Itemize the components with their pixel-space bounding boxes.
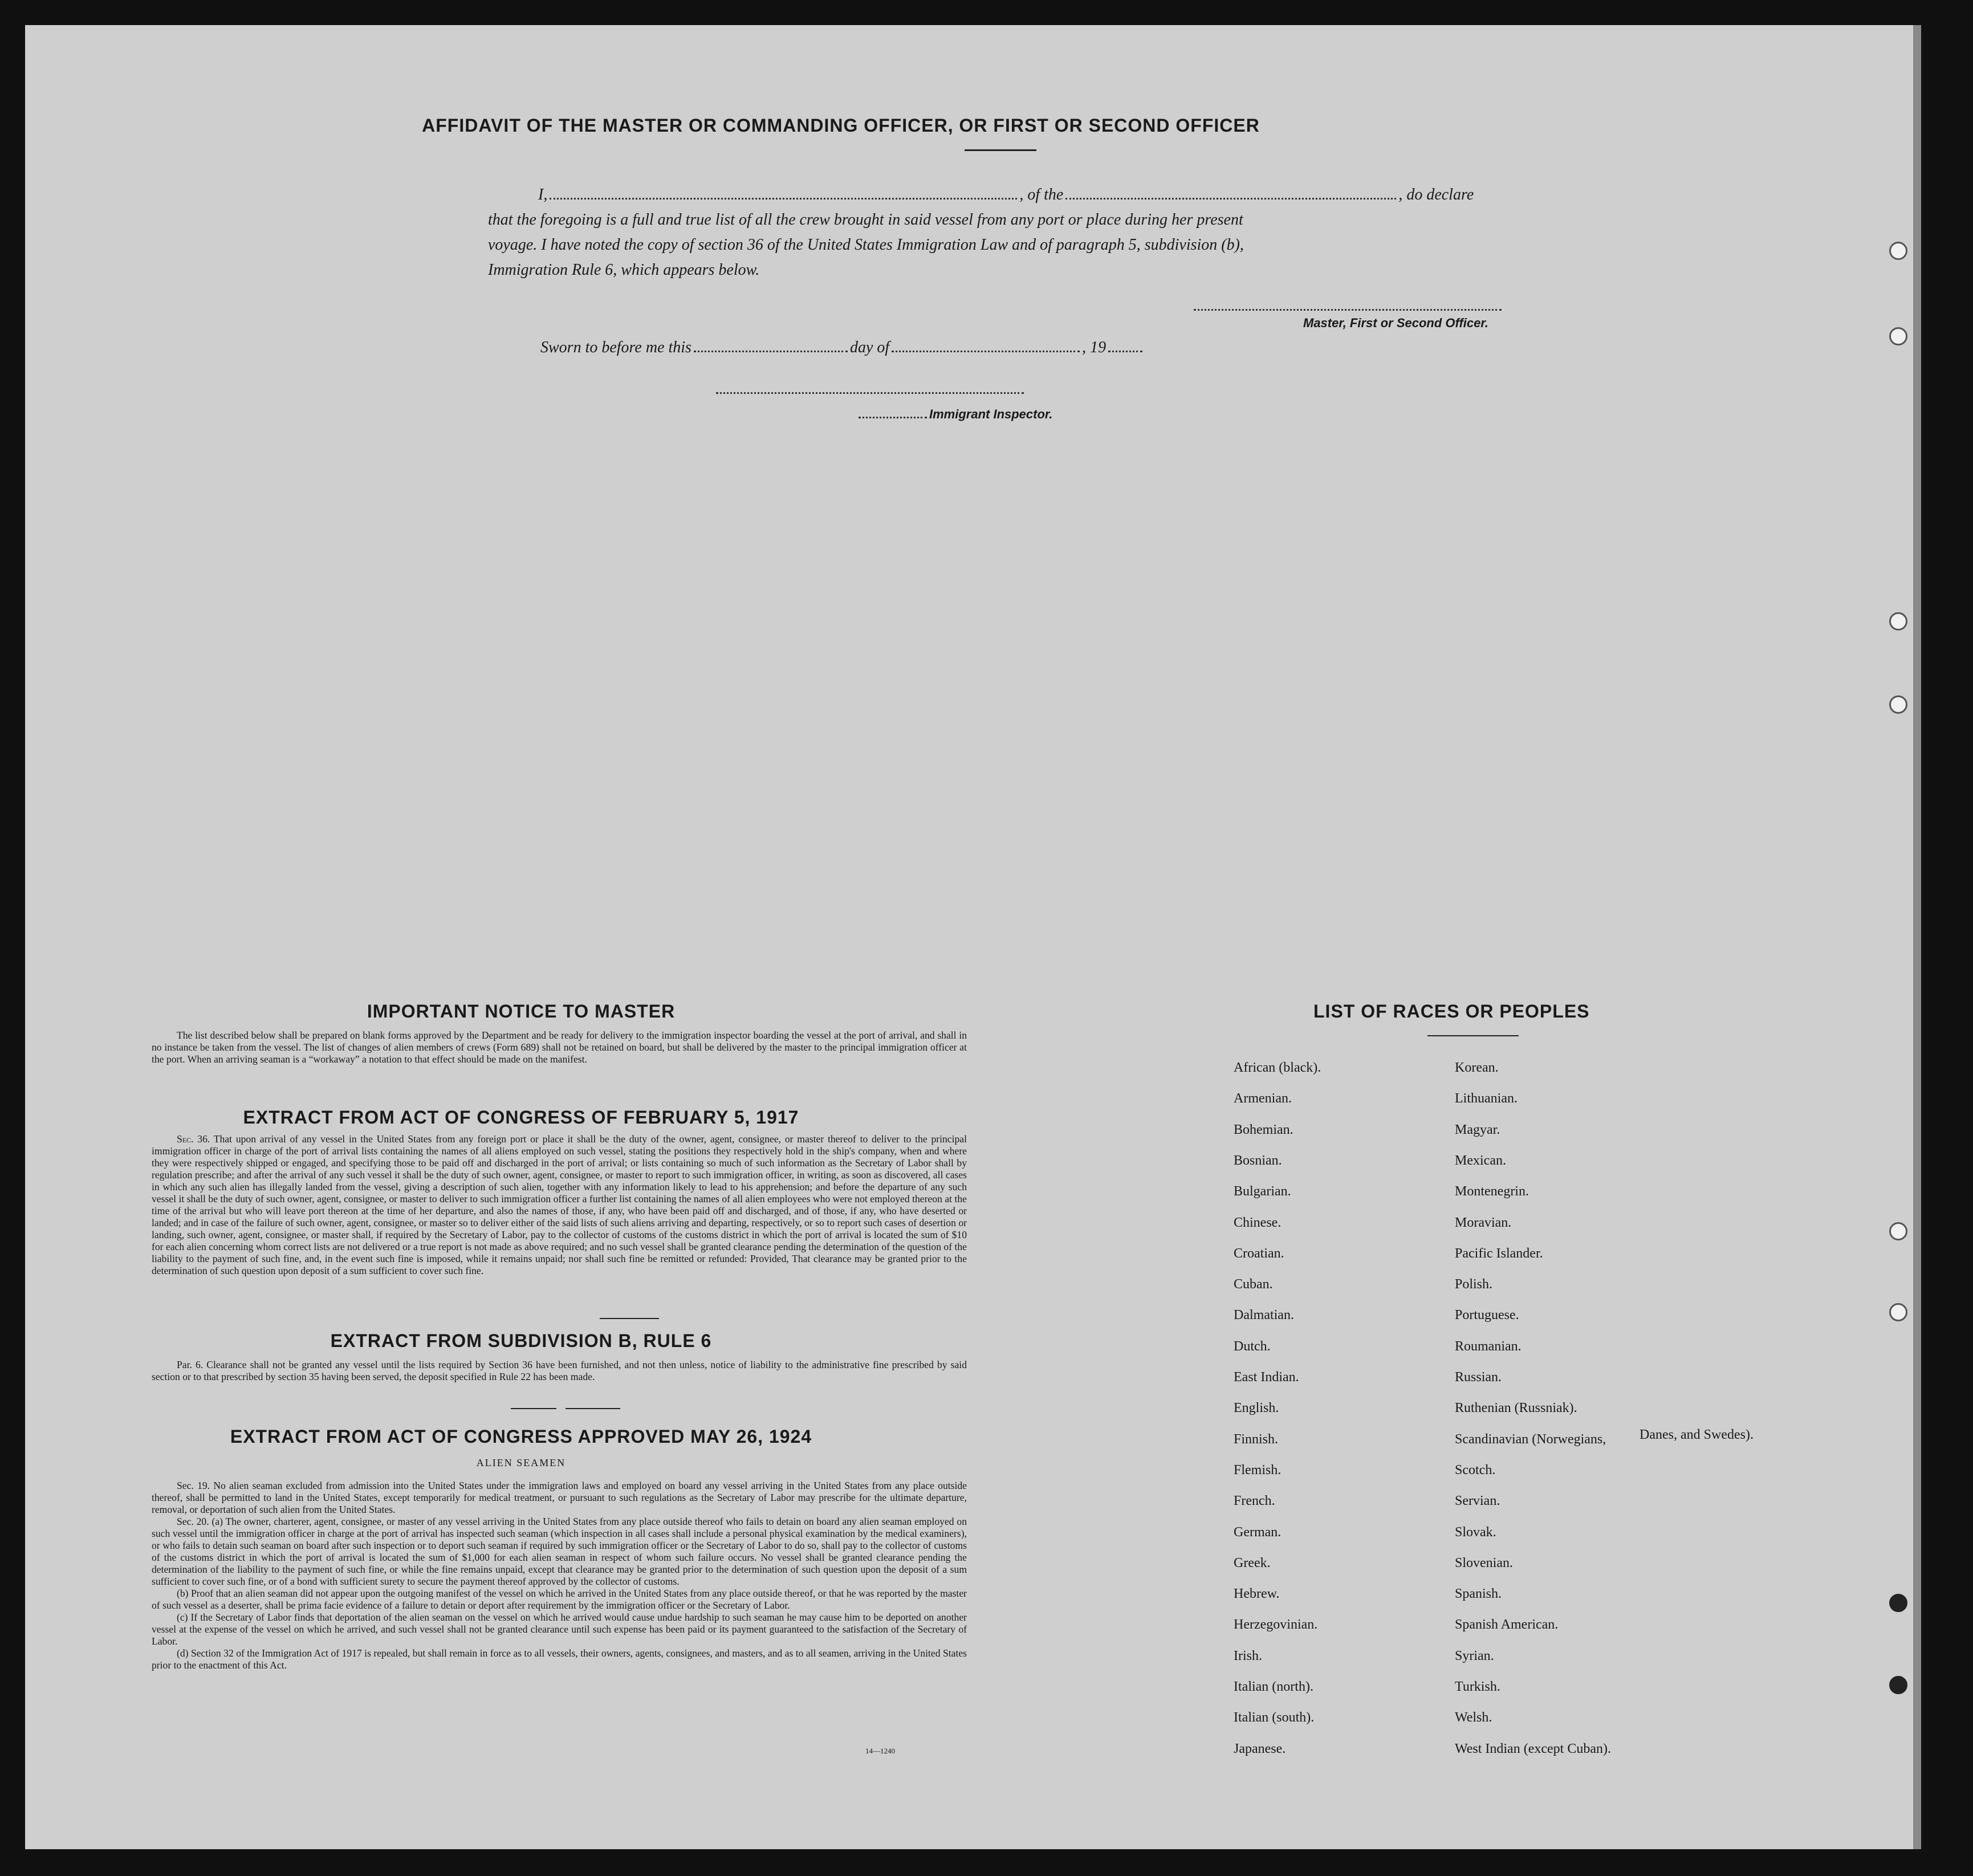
race-left-23: Japanese. [1234, 1741, 1286, 1756]
race-right-14: Scotch. [1455, 1462, 1496, 1478]
document-page [25, 25, 1921, 1849]
page-edge [1913, 25, 1921, 1849]
race-left-18: Hebrew. [1234, 1586, 1280, 1602]
race-left-6: Chinese. [1234, 1215, 1282, 1230]
sworn-label: Sworn to before me this [540, 339, 691, 356]
race-right-15: Servian. [1455, 1494, 1500, 1509]
sec-20d-text: (d) Section 32 of the Immigration Act of 1917 is repealed, but shall remain in force as to all vessels, their owners, agents, consignees, and masters, and as to all seamen, arriving in the United States prior to the enactment of this Act. [152, 1647, 967, 1671]
notice-title: IMPORTANT NOTICE TO MASTER [367, 1001, 676, 1022]
race-left-13: Finnish. [1234, 1431, 1279, 1447]
affidavit-of-the-label: , of the [1019, 186, 1064, 204]
rule-6-text: Par. 6. Clearance shall not be granted any vessel until the lists required by Section 36 have been furnished, and not then unless, notice of liability to the administrative fine prescribed by said section or to that prescribed by section 35 having been served, the deposit specified in Rule 22 has been made. [152, 1359, 967, 1382]
race-right-13: Scandinavian (Norwegians, [1455, 1431, 1606, 1447]
races-divider [1427, 1035, 1519, 1036]
race-left-9: Dalmatian. [1234, 1308, 1294, 1323]
race-left-20: Irish. [1234, 1648, 1262, 1663]
race-right-5: Montenegrin. [1455, 1184, 1529, 1199]
affidavit-do-declare-label: , do declare [1398, 186, 1474, 204]
extract-1917-body [152, 1133, 967, 1277]
race-left-21: Italian (north). [1234, 1679, 1313, 1694]
form-number: 14—1240 [865, 1747, 895, 1755]
race-right-20: Syrian. [1455, 1648, 1494, 1663]
master-signature-label: Master, First or Second Officer. [1303, 316, 1488, 330]
race-right-16: Slovak. [1455, 1524, 1496, 1540]
divider-2a [511, 1408, 556, 1409]
race-right-23: West Indian (except Cuban). [1455, 1741, 1611, 1756]
affidavit-line-2: that the foregoing is a full and true list of all the crew brought in said vessel from any port or place during her present [488, 211, 1243, 229]
race-right-19: Spanish American. [1455, 1617, 1559, 1633]
race-right-18: Spanish. [1455, 1586, 1502, 1602]
alien-seamen-subtitle: ALIEN SEAMEN [476, 1457, 566, 1468]
sec-20b-text: (b) Proof that an alien seaman did not appear upon the outgoing manifest of the vessel on which he arrived in the United States from any place outside thereof, or that he was reported by the master of such vessel as a deserter, shall be prima facie evidence of a failure to detain or deport after requirement by the immigration officer or the Secretary of Labor. [152, 1588, 967, 1611]
sec-20a-text: Sec. 20. (a) The owner, charterer, agent, consignee, or master of any vessel arriving in the United States from any place outside thereof who fails to detain on board any alien seaman employed on such vessel until the immigration officer in charge at the port of arrival has inspected such seaman (which inspection in all cases shall include a personal physical examination by the medical examiners), or who fails to detain such seaman on board after such inspection or to deport such seaman if required by such immigration officer or the Secretary of Labor to do so, shall pay to the collector of customs of the customs district in which the port of arrival is located the sum of $1,000 for each alien seaman in respect of whom such failure occurs. No vessel shall be granted clearance pending the determination of the liability to the payment of such fine, or while the fine remains unpaid, except that clearance may be granted prior to the determination of such question upon the deposit of a sum sufficient to cover such fine, or of a bond with sufficient surety to secure the payment thereof approved by the collector of customs. [152, 1516, 967, 1587]
punch-hole-7 [1889, 1594, 1907, 1612]
race-left-22: Italian (south). [1234, 1710, 1315, 1726]
notice-text: The list described below shall be prepared on blank forms approved by the Department and be ready for delivery to the immigration inspector boarding the vessel at the port of arrival, and shall in no instance be taken from the vessel. The list of changes of alien members of crews (Form 689) shall not be retained on board, but shall be delivered by the master to the principal immigration officer at the port. When an arriving seaman is a “workaway” a notation to that effect should be made on the manifest. [152, 1029, 967, 1065]
year-prefix-label: , 19 [1082, 339, 1106, 356]
race-right-11: Russian. [1455, 1370, 1502, 1385]
master-signature-line[interactable] [1194, 309, 1502, 311]
race-right-8: Polish. [1455, 1277, 1493, 1292]
affidavit-line-1 [538, 186, 1474, 204]
day-of-label: day of [849, 339, 890, 356]
race-left-19: Herzegovinian. [1234, 1617, 1318, 1633]
punch-hole-1 [1889, 242, 1907, 260]
race-left-12: English. [1234, 1401, 1279, 1416]
race-left-10: Dutch. [1234, 1338, 1271, 1354]
race-left-2: Armenian. [1234, 1091, 1292, 1106]
race-left-16: German. [1234, 1524, 1282, 1540]
officer-name-field[interactable] [550, 198, 1017, 200]
race-left-5: Bulgarian. [1234, 1184, 1291, 1199]
sec-36-label: Sec. 36. [177, 1133, 210, 1145]
affidavit-title: AFFIDAVIT OF THE MASTER OR COMMANDING OFFICER, OR FIRST OR SECOND OFFICER [422, 115, 1260, 136]
rule-6-body [152, 1359, 967, 1383]
race-right-9: Portuguese. [1455, 1308, 1519, 1323]
race-left-14: Flemish. [1234, 1462, 1282, 1478]
race-scandinavian-cont: Danes, and Swedes). [1640, 1427, 1754, 1442]
race-right-3: Magyar. [1455, 1122, 1500, 1137]
extract-1924-body [152, 1480, 967, 1671]
race-left-1: African (black). [1234, 1060, 1321, 1075]
inspector-label-row [856, 407, 1052, 422]
affidavit-i-label: I, [538, 186, 548, 204]
punch-hole-5 [1889, 1222, 1907, 1240]
extract-1917-title: EXTRACT FROM ACT OF CONGRESS OF FEBRUARY 5, 1917 [243, 1107, 799, 1128]
race-right-7: Pacific Islander. [1455, 1246, 1543, 1261]
race-right-21: Turkish. [1455, 1679, 1500, 1694]
title-divider [965, 149, 1036, 151]
race-left-4: Bosnian. [1234, 1153, 1282, 1168]
extract-1924-title: EXTRACT FROM ACT OF CONGRESS APPROVED MAY 26, 1924 [230, 1426, 812, 1447]
inspector-prefix-field[interactable] [859, 417, 927, 418]
race-right-12: Ruthenian (Russniak). [1455, 1401, 1577, 1416]
race-left-7: Croatian. [1234, 1246, 1284, 1261]
race-left-8: Cuban. [1234, 1277, 1273, 1292]
sworn-year-field[interactable] [1108, 351, 1142, 352]
race-right-6: Moravian. [1455, 1215, 1512, 1230]
punch-hole-4 [1889, 695, 1907, 714]
inspector-label: Immigrant Inspector. [929, 407, 1053, 421]
punch-hole-8 [1889, 1676, 1907, 1694]
divider-1 [600, 1318, 659, 1319]
sworn-day-field[interactable] [694, 351, 848, 352]
affidavit-line-4: Immigration Rule 6, which appears below. [488, 261, 760, 279]
rule-6-title: EXTRACT FROM SUBDIVISION B, RULE 6 [330, 1330, 712, 1351]
race-left-11: East Indian. [1234, 1370, 1299, 1385]
race-right-10: Roumanian. [1455, 1338, 1522, 1354]
race-left-15: French. [1234, 1494, 1275, 1509]
sworn-month-field[interactable] [892, 351, 1080, 352]
notice-body [152, 1029, 967, 1065]
races-title: LIST OF RACES OR PEOPLES [1313, 1001, 1590, 1022]
race-right-22: Welsh. [1455, 1710, 1492, 1726]
punch-hole-6 [1889, 1303, 1907, 1321]
sworn-line [540, 339, 1145, 357]
punch-hole-3 [1889, 612, 1907, 630]
vessel-name-field[interactable] [1065, 198, 1396, 200]
race-right-4: Mexican. [1455, 1153, 1506, 1168]
race-right-17: Slovenian. [1455, 1555, 1513, 1570]
affidavit-line-3: voyage. I have noted the copy of section 36 of the United States Immigration Law and of paragraph 5, subdivision (b), [488, 236, 1244, 254]
punch-hole-2 [1889, 327, 1907, 345]
sec-19-text: Sec. 19. No alien seaman excluded from admission into the United States under the immigration laws and employed on board any vessel arriving in the United States from any place outside thereof, shall be permitted to land in the United States, except temporarily for medical treatment, or pursuant to such regulations as the Secretary of Labor may prescribe for the ultimate departure, removal, or deportation of such alien from the United States. [152, 1480, 967, 1515]
inspector-signature-line[interactable] [716, 392, 1024, 394]
race-left-3: Bohemian. [1234, 1122, 1293, 1137]
sec-20c-text: (c) If the Secretary of Labor finds that deportation of the alien seaman on the vessel on which he arrived would cause undue hardship to such seaman he may cause him to be deported on another vessel at the expense of the vessel on which he arrived, and such vessel shall not be granted clearance until such expense has been paid or its payment guaranteed to the satisfaction of the Secretary of Labor. [152, 1612, 967, 1647]
divider-2b [566, 1408, 620, 1409]
race-right-1: Korean. [1455, 1060, 1499, 1075]
race-right-2: Lithuanian. [1455, 1091, 1518, 1106]
sec-36-text: That upon arrival of any vessel in the United States from any foreign port or place it shall be the duty of the owner, agent, consignee, or master thereof to deliver to the principal immigration officer in charge of the port of arrival lists containing the names of all aliens employed on such vessel, stating the positions they respectively hold in the ship's company, when and where they were respectively shipped or engaged, and specifying those to be paid off and discharged in the port of arrival; or lists containing so much of such information as the Secretary of Labor shall by regulation prescribe; and after the arrival of any such vessel it shall be the duty of such owner, agent, consignee, or master to report to such immigration officer, in writing, as soon as discovered, all cases in which any such alien has illegally landed from the vessel, giving a description of such alien, together with any information likely to lead to his apprehension; and before the departure of any such vessel it shall be the duty of such owner, agent, consignee, or master to deliver to such immigration officer a further list containing the names of all alien employees who were not employed thereon at the time of the arrival but who will leave port thereon at the time of her departure, and also the names of those, if any, who have been paid off and discharged, and of those, if any, who have deserted or landed; and in case of the failure of such owner, agent, consignee, or master so to deliver either of the said lists of such aliens arriving and departing, respectively, or so to report such cases of desertion or landing, such owner, agent, consignee, or master shall, if required by the Secretary of Labor, pay to the collector of customs of the customs district in which the port of arrival is located the sum of $10 for each alien concerning whom correct lists are not delivered or a true report is not made as above required; and no such vessel shall be granted clearance pending the determination of the question of the liability to the payment of such fine, and, in the event such fine is imposed, while it remains unpaid; nor shall such fine be remitted or refunded: Provided, That clearance may be granted prior to the determination of such question upon deposit of a sum sufficient to cover such fine. [152, 1133, 967, 1276]
race-left-17: Greek. [1234, 1555, 1271, 1570]
